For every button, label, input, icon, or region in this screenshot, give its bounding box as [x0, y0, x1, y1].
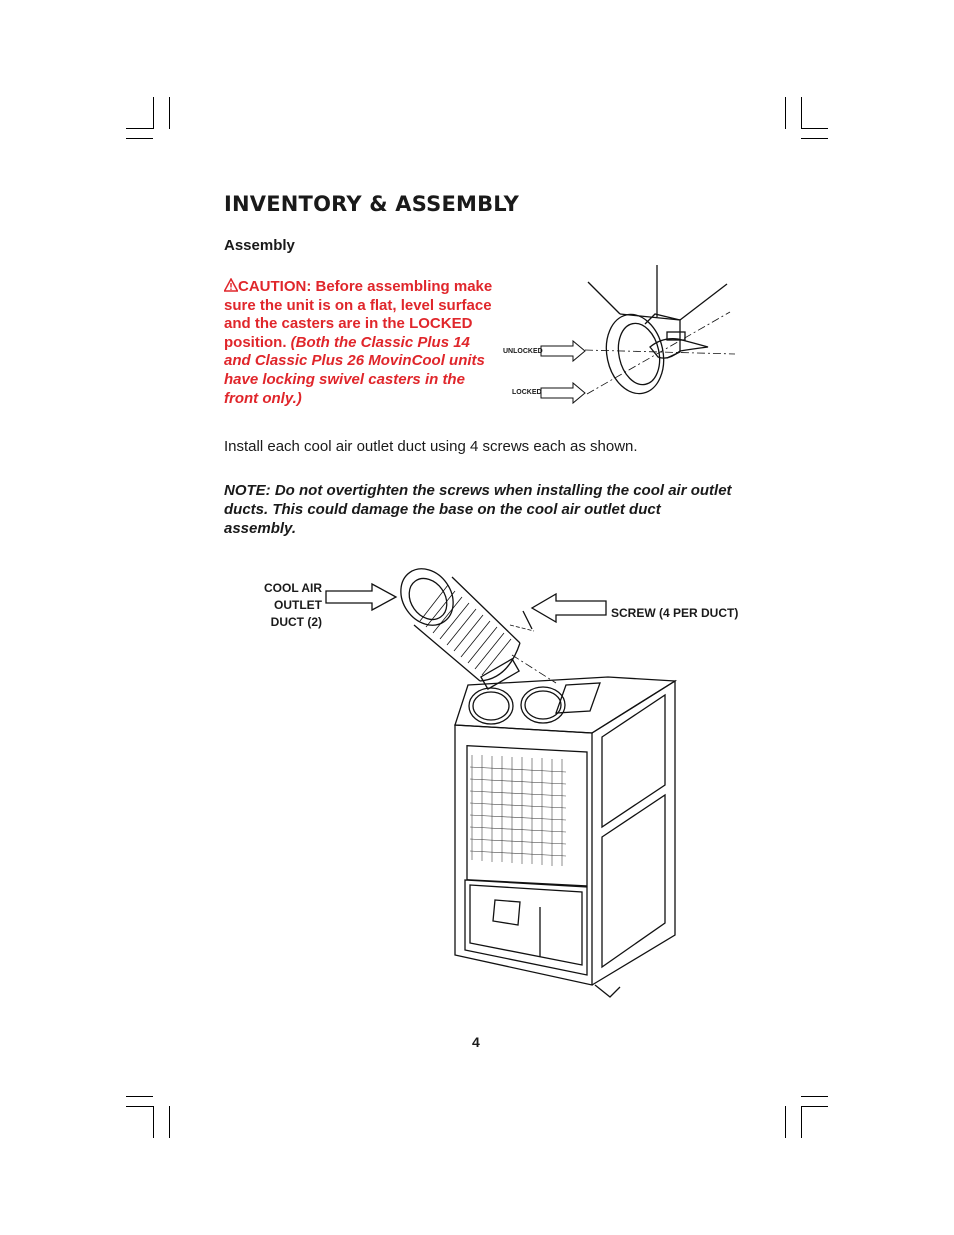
warning-triangle-icon	[224, 278, 238, 292]
caution-text: CAUTION: Before assembling make sure the unit is on a flat, level surface and the casters are in the LOCKED position.	[224, 278, 493, 351]
locked-label: LOCKED	[512, 389, 542, 396]
page-title: INVENTORY & ASSEMBLY	[224, 192, 520, 216]
air-conditioner-diagram	[320, 555, 740, 1000]
page-number: 4	[472, 1034, 480, 1050]
caution-note: (Both the Classic Plus 14 and Classic Plus 26 MovinCool units have locking swivel casters in the front only.)	[224, 333, 485, 407]
caution-block	[224, 278, 499, 408]
unlocked-label: UNLOCKED	[503, 348, 543, 355]
screw-label: SCREW (4 PER DUCT)	[611, 606, 739, 620]
duct-label: COOL AIR OUTLET DUCT (2)	[263, 581, 322, 629]
section-heading: Assembly	[224, 237, 295, 254]
note-text: NOTE: Do not overtighten the screws when installing the cool air outlet ducts. This could damage the base on the cool air outlet duct assembly.	[224, 482, 732, 537]
instruction-text: Install each cool air outlet duct using 4 screws each as shown.	[224, 438, 638, 455]
